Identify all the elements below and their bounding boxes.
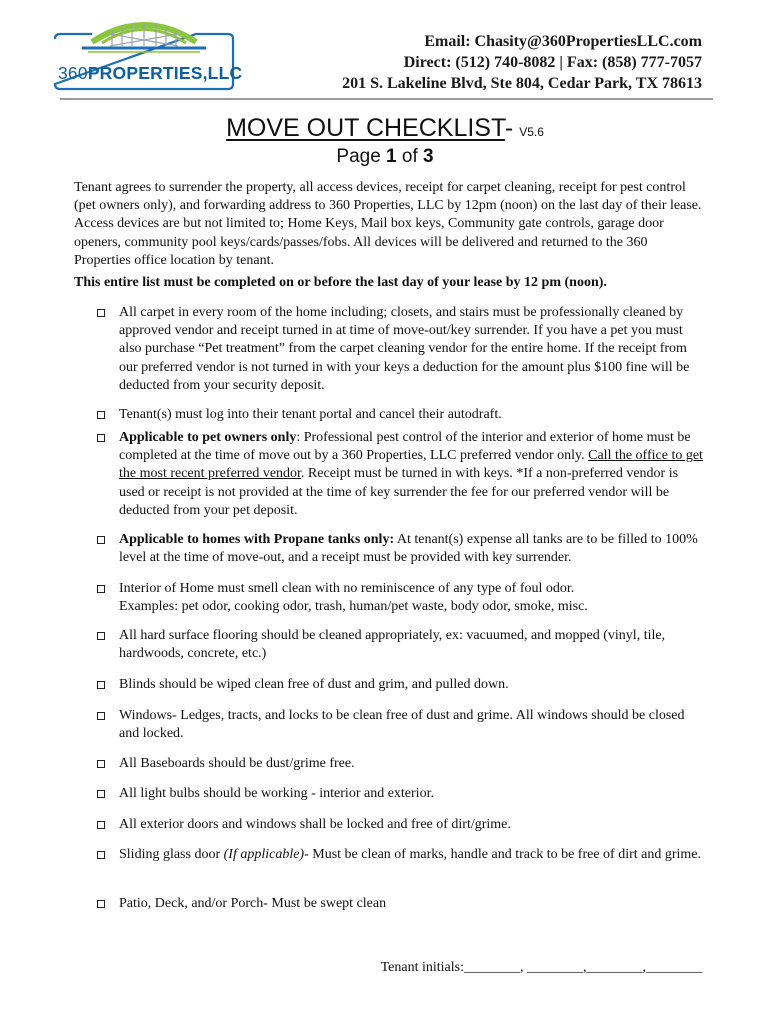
checklist-item-exterior-doors (95, 816, 707, 834)
item-text: All hard surface flooring should be cleaned appropriately, ex: vacuumed, and mopped (vinyl, tile, hardwoods, concrete, etc.) (119, 628, 666, 662)
contact-block (342, 31, 702, 94)
version-label: V5.6 (519, 125, 544, 139)
checkbox[interactable] (97, 821, 105, 829)
preferred-vendor-note: Call the office to get the most recent preferred vendor (119, 448, 703, 482)
logo-number: 360 (58, 63, 88, 83)
checkbox[interactable] (97, 585, 105, 593)
pest-text: : Professional pest control of the interior and exterior of home must be completed at the time of move out by a 360 Properties, LLC preferred vendor only. (119, 430, 691, 464)
checkbox[interactable] (97, 434, 105, 442)
header-divider (60, 98, 713, 100)
item-text: Tenant(s) must log into their tenant portal and cancel their autodraft. (119, 407, 502, 422)
sliding-text-2: - Must be clean of marks, handle and track to be free of dirt and grime. (304, 847, 702, 862)
deadline-notice: This entire list must be completed on or before the last day of your lease by 12 pm (noon). (74, 275, 607, 290)
logo-wordmark (58, 63, 243, 84)
checklist-item-carpet (95, 304, 707, 395)
checkbox[interactable] (97, 900, 105, 908)
item-text: Windows- Ledges, tracts, and locks to be clean free of dust and grime. All windows should be closed and locked. (119, 708, 685, 742)
sliding-applicable: (If applicable) (223, 847, 305, 862)
checkbox[interactable] (97, 536, 105, 544)
item-text: All carpet in every room of the home including; closets, and stairs must be professionally cleaned by approved vendor and receipt turned in at time of move-out/key surrender. If you have a pet you must also purchase “Pet treatment” from the carpet cleaning vendor for the entire home. If the receipt from our preferred vendor is not turned in with your keys a deduction for the amount plus $100 fine will be deducted from your security deposit. (119, 305, 690, 393)
page-title: MOVE OUT CHECKLIST (226, 114, 505, 142)
checklist-item-propane (95, 531, 707, 567)
checkbox[interactable] (97, 712, 105, 720)
checkbox[interactable] (97, 790, 105, 798)
item-text: All light bulbs should be working - interior and exterior. (119, 786, 434, 801)
intro-paragraph: Tenant agrees to surrender the property, all access devices, receipt for carpet cleaning, receipt for pest control (pet owners only), and forwarding address to 360 Properties, LLC by 12pm (noon) on the last day of their lease. Access devices are but not limited to; Home Keys, Mail box keys, Community gate controls, garage door openers, community pool keys/cards/passes/fobs. All devices will be delivered and returned to the 360 Properties office location by tenant. (74, 180, 702, 268)
odor-line-2: Examples: pet odor, cooking odor, trash, human/pet waste, body odor, smoke, misc. (119, 599, 588, 615)
item-text: Blinds should be wiped clean free of dust and grim, and pulled down. (119, 677, 509, 692)
checkbox[interactable] (97, 851, 105, 859)
propane-text: At tenant(s) expense all tanks are to be filled to 100% level at the time of move-out, and a receipt must be provided with key surrender. (119, 532, 698, 566)
title-line (0, 114, 770, 143)
page-current: 1 (386, 146, 397, 167)
item-text (119, 846, 707, 864)
checklist-item-pest-control (95, 429, 707, 520)
propane-heading: Applicable to homes with Propane tanks only: (119, 532, 395, 547)
item-text: All exterior doors and windows shall be locked and free of dirt/grime. (119, 817, 511, 832)
checklist-item-blinds (95, 676, 707, 694)
page-total: 3 (423, 146, 434, 167)
item-text: All Baseboards should be dust/grime free. (119, 756, 355, 771)
checklist-item-sliding-door (95, 846, 707, 864)
page-prefix: Page (336, 146, 387, 167)
contact-address: 201 S. Lakeline Blvd, Ste 804, Cedar Park, TX 78613 (342, 75, 702, 92)
checkbox[interactable] (97, 760, 105, 768)
item-text: Patio, Deck, and/or Porch- Must be swept clean (119, 896, 387, 911)
checklist-item-baseboards (95, 755, 707, 773)
contact-email: Email: Chasity@360PropertiesLLC.com (424, 33, 702, 50)
item-text (119, 429, 707, 520)
tenant-initials-line[interactable]: Tenant initials:________, ________,________,________ (380, 960, 702, 975)
checkbox[interactable] (97, 309, 105, 317)
company-logo (52, 12, 243, 92)
item-text (119, 531, 707, 567)
logo-name: PROPERTIES,LLC (87, 63, 243, 83)
checklist-item-light-bulbs (95, 785, 707, 803)
odor-line-1: Interior of Home must smell clean with no reminiscence of any type of foul odor. (119, 581, 575, 596)
checklist-item-flooring (95, 627, 707, 663)
title-dash: - (504, 114, 514, 142)
page-number (0, 146, 770, 168)
checkbox[interactable] (97, 632, 105, 640)
checklist-item-odor (95, 580, 707, 616)
checkbox[interactable] (97, 681, 105, 689)
checklist-item-patio (95, 895, 707, 913)
sliding-text-1: Sliding glass door (119, 847, 224, 862)
page-of: of (396, 146, 424, 167)
item-text (119, 580, 707, 616)
pest-rest: . Receipt must be turned in with keys. *If a non-preferred vendor is used or receipt is not provided at the time of key surrender the fee for our preferred vendor will be deducted from your pet deposit. (119, 466, 679, 518)
checklist-item-windows (95, 707, 707, 743)
contact-phone: Direct: (512) 740-8082 | Fax: (858) 777-7057 (403, 54, 702, 71)
checklist-item-autodraft (95, 406, 707, 424)
checkbox[interactable] (97, 411, 105, 419)
pest-heading: Applicable to pet owners only (119, 430, 297, 445)
